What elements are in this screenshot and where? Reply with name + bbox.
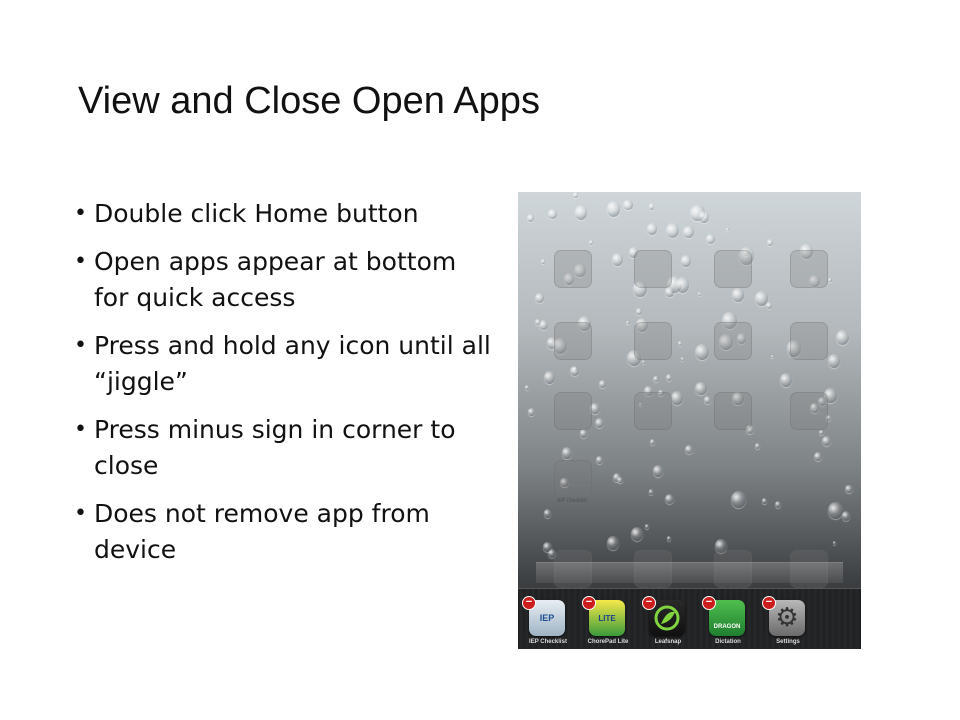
faded-app-icon [554,322,592,360]
water-drop [762,498,767,503]
water-drop [623,200,632,211]
water-drop [699,211,709,223]
water-drop [695,344,709,360]
water-drop [732,288,744,301]
open-app-label: Settings [776,639,800,645]
open-app-leafsnap[interactable] [638,596,698,649]
water-drop [548,209,556,219]
water-drop [666,223,679,238]
water-drop [595,418,604,428]
faded-app-icon [554,460,592,498]
water-drop [525,385,529,390]
water-drop [607,201,621,217]
water-drop [706,234,715,244]
chorepad-tile-text: LITE [598,613,616,623]
water-drop [647,223,657,235]
bullet-dot-icon: • [74,501,87,526]
water-drop [681,255,691,266]
close-app-minus-icon[interactable]: − [762,596,776,610]
water-drop [612,253,623,266]
iep-tile-text: IEP [539,613,555,623]
settings-tile-glyph: ⚙ [775,603,799,633]
water-drop [755,443,760,449]
water-drop [726,228,729,232]
water-drop [828,278,832,283]
water-drop [780,373,792,387]
water-drop [678,341,682,346]
water-drop [544,509,551,517]
bullet-text: Open apps appear at bottom for quick access [94,247,457,312]
water-drop [645,524,650,529]
bullet-dot-icon: • [74,333,87,358]
water-drop [631,527,643,541]
faded-app-icon [634,322,672,360]
water-drop [575,205,588,220]
water-drop [767,239,773,246]
open-app-iep-checklist[interactable] [518,596,578,649]
water-drop [570,366,579,376]
close-app-minus-icon[interactable]: − [582,596,596,610]
water-drop [845,485,852,493]
water-drop [814,452,822,462]
water-drop [695,382,707,396]
open-app-label: IEP Checklist [529,639,567,645]
water-drop [528,408,535,416]
water-drop [580,429,588,438]
faded-app-icon [714,322,752,360]
water-drop [544,371,555,384]
bullet-item [74,244,494,316]
bullet-item [74,412,494,484]
bullet-item [74,496,494,568]
dragon-tile-text: DRAGON [713,624,741,630]
close-app-minus-icon[interactable]: − [642,596,656,610]
water-drop [828,354,840,368]
open-app-chorepad[interactable] [578,596,638,649]
water-drop [666,374,672,381]
close-app-minus-icon[interactable]: − [522,596,536,610]
water-drop [535,293,544,303]
water-drop [607,536,619,550]
water-drop [828,502,843,519]
water-drop [649,203,655,210]
home-dock-shelf [536,562,843,583]
faded-app-icon [634,250,672,288]
water-drop [562,447,572,459]
water-drop [671,391,683,405]
open-app-settings[interactable] [758,596,818,649]
faded-app-icon [714,392,752,430]
ipad-screenshot [518,192,861,649]
water-drop [755,291,767,305]
water-drop [573,192,578,197]
open-app-label: Dictation [715,639,741,645]
water-drop [698,292,701,296]
water-drop [704,396,711,404]
faded-app-icon [790,322,828,360]
water-drop [685,445,693,454]
bullet-dot-icon: • [74,201,87,226]
water-drop [596,456,603,464]
water-drop [683,226,694,239]
open-app-dictation[interactable] [698,596,758,649]
water-drop [617,477,623,484]
bullet-list [74,196,494,580]
water-drop [676,277,690,293]
bullet-item [74,196,494,232]
water-drop [541,259,545,264]
water-drop [833,541,837,545]
faded-app-icon [714,250,752,288]
water-drop [636,308,642,315]
faded-app-icon [634,392,672,430]
close-app-minus-icon[interactable]: − [702,596,716,610]
water-drop [819,430,823,435]
water-drop [681,357,684,360]
water-drop [667,536,671,541]
bullet-text: Press and hold any icon until all “jiggle” [94,331,491,396]
water-drop [775,501,781,508]
bullet-text: Does not remove app from device [94,499,430,564]
faded-app-label: IEP Checklist [557,498,587,504]
water-drop [649,489,653,494]
bullet-item [74,328,494,400]
water-drop [653,376,659,383]
slide-title: View and Close Open Apps [78,80,540,122]
water-drop [642,360,646,364]
water-drop [665,494,674,504]
water-drop [653,465,663,477]
bullet-text: Double click Home button [94,199,419,228]
bullet-dot-icon: • [74,417,87,442]
water-drop [665,287,673,297]
water-drop [771,355,774,359]
bullet-dot-icon: • [74,249,87,274]
water-drop [543,542,551,552]
faded-app-icon [790,250,828,288]
water-drop [599,380,606,388]
open-app-label: Leafsnap [654,639,682,645]
water-drop [650,439,656,445]
faded-app-icon [554,392,592,430]
water-drop [731,491,746,508]
water-drop [626,321,629,325]
water-drop [836,330,850,346]
water-drop [842,511,851,521]
bullet-text: Press minus sign in corner to close [94,415,456,480]
open-app-label: ChorePad Lite [587,639,629,645]
water-drop [822,436,831,446]
faded-app-icon [554,250,592,288]
water-drop [527,214,534,222]
faded-app-icon [790,392,828,430]
multitasking-tray [518,588,861,649]
water-drop [589,240,593,245]
